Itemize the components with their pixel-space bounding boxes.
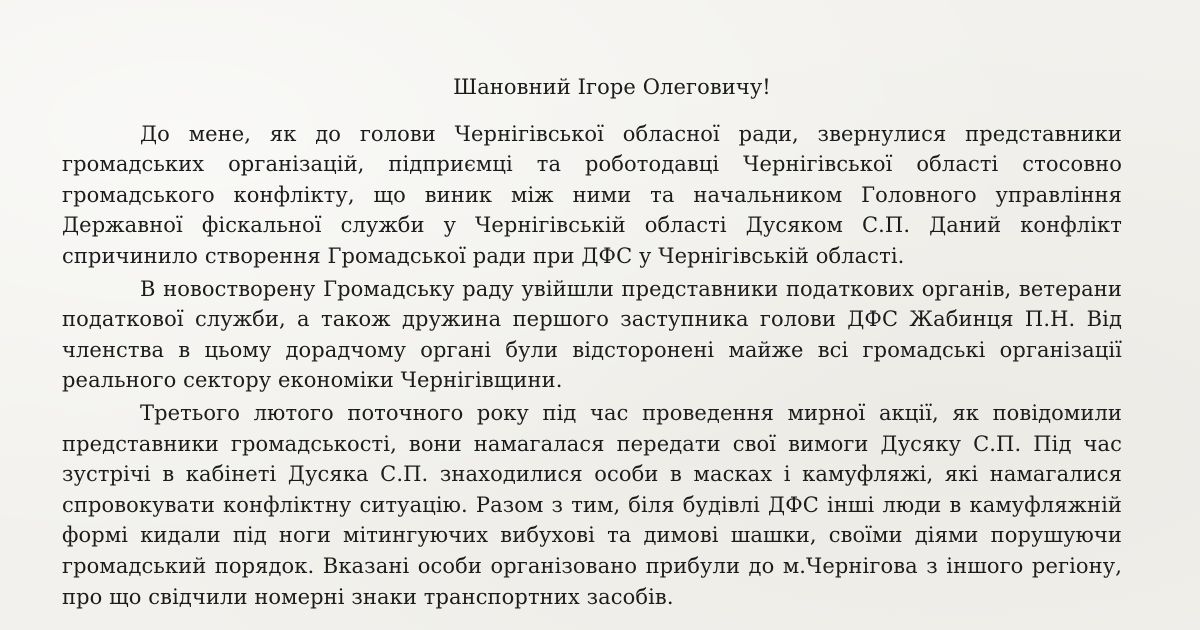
letter-body [62, 72, 1122, 612]
letter-paragraph-3: Третього лютого поточного року під час проведення мирної акції, як повідомили представники громадськості, вони намагалася передати свої вимоги Дусяку С.П. Під час зустрічі в кабінеті Дусяка С.П. знаходилися особи в масках і камуфляжі, які намагалися спровокувати конфліктну ситуацію. Разом з тим, біля будівлі ДФС інші люди в камуфляжній формі кидали під ноги мітингуючих вибухові та димові шашки, своїми діями порушуючи громадський порядок. Вказані особи організовано прибули до м.Чернігова з іншого регіону, про що свідчили номерні знаки транспортних засобів. [62, 400, 1122, 609]
letter-greeting: Шановний Ігоре Олеговичу! [453, 75, 771, 99]
letter-paragraph-1: До мене, як до голови Чернігівської обласної ради, звернулися представники громадських організацій, підприємці та роботодавці Чернігівської області стосовно громадського конфлікту, що виник між ними та начальником Головного управління Державної фіскальної служби у Чернігівській області Дусяком С.П. Даний конфлікт спричинило створення Громадської ради при ДФС у Чернігівській області. [62, 121, 1122, 268]
letter-paragraph-2: В новостворену Громадську раду увійшли представники податкових органів, ветерани податкової служби, а також дружина першого заступника голови ДФС Жабинця П.Н. Від членства в цьому дорадчому органі були відсторонені майже всі громадські організації реального сектору економіки Чернігівщини. [62, 276, 1122, 393]
